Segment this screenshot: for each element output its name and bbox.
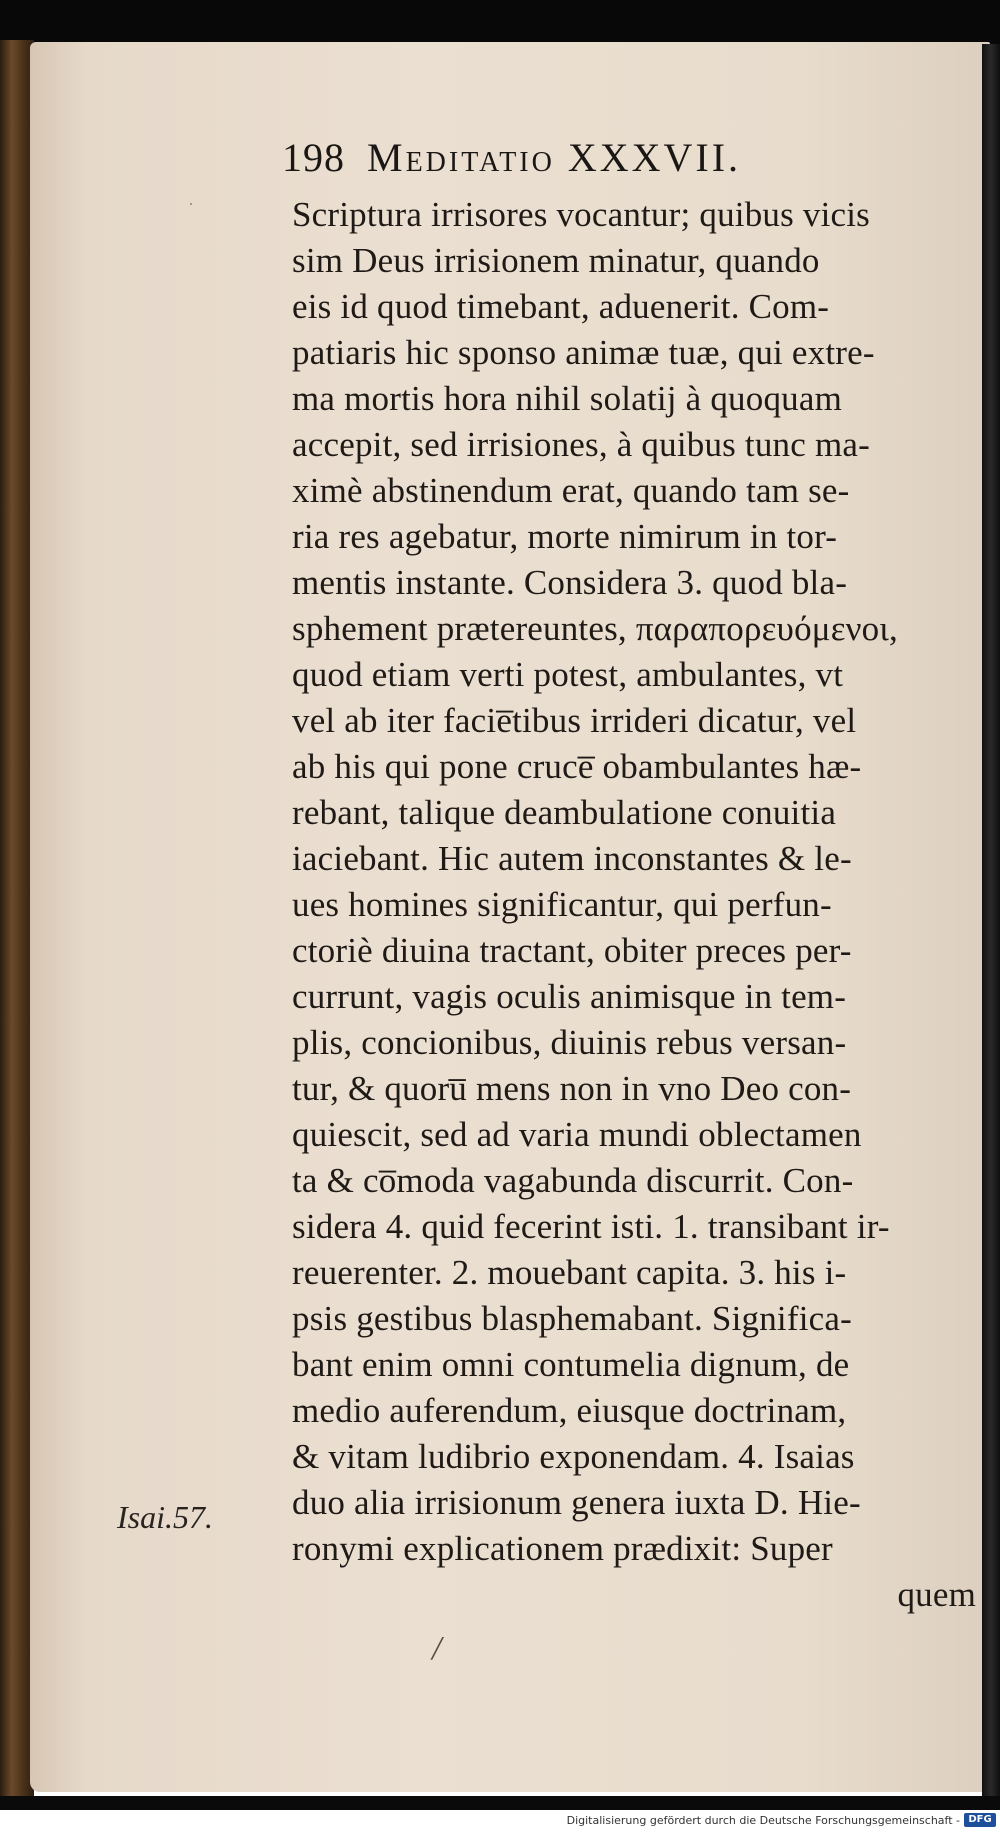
page-stack-edge xyxy=(982,44,1000,1799)
text-line: reuerenter. 2. mouebant capita. 3. his i- xyxy=(292,1253,847,1292)
text-line: ria res agebatur, morte nimirum in tor- xyxy=(292,517,838,556)
text-line: quod etiam verti potest, ambulantes, vt xyxy=(292,655,844,694)
book-binding-edge xyxy=(0,40,34,1800)
ink-mark: / xyxy=(432,1630,442,1667)
text-line: eis id quod timebant, aduenerit. Com- xyxy=(292,287,830,326)
margin-note-scripture-reference: Isai.57. xyxy=(117,1499,213,1535)
text-line: sim Deus irrisionem minatur, quando xyxy=(292,241,820,280)
funding-credit: Digitalisierung gefördert durch die Deutsche Forschungsgemeinschaft - xyxy=(566,1814,960,1827)
scan-bottom-border xyxy=(0,1796,1000,1810)
margin-mark-top: · xyxy=(188,194,194,214)
text-line: iaciebant. Hic autem inconstantes & le- xyxy=(292,839,852,878)
text-line: vel ab iter facie̅tibus irrideri dicatur, vel xyxy=(292,701,857,740)
text-line: Scriptura irrisores vocantur; quibus vicis xyxy=(292,195,871,234)
text-line: currunt, vagis oculis animisque in tem- xyxy=(292,977,847,1016)
text-line: accepit, sed irrisiones, à quibus tunc ma- xyxy=(292,425,870,464)
text-line: plis, concionibus, diuinis rebus versan- xyxy=(292,1023,847,1062)
header-title: Meditatio XXXVII. xyxy=(367,135,742,180)
text-line: ues homines significantur, qui perfun- xyxy=(292,885,832,924)
body-text xyxy=(292,192,982,1618)
text-line: ab his qui pone cruce̅ obambulantes hæ- xyxy=(292,747,862,786)
text-line: sphement prætereuntes, παραπορευόμενοι, xyxy=(292,609,898,648)
text-line: ctoriè diuina tractant, obiter preces per- xyxy=(292,931,852,970)
text-line: medio auferendum, eiusque doctrinam, xyxy=(292,1391,847,1430)
dfg-logo-icon: DFG xyxy=(964,1813,996,1827)
running-header xyxy=(282,134,741,181)
text-line: ximè abstinendum erat, quando tam se- xyxy=(292,471,850,510)
text-line: psis gestibus blasphemabant. Significa- xyxy=(292,1299,852,1338)
text-line: rebant, talique deambulatione conuitia xyxy=(292,793,837,832)
text-line: ronymi explicationem prædixit: Super xyxy=(292,1529,833,1568)
text-line: duo alia irrisionum genera iuxta D. Hie- xyxy=(292,1483,861,1522)
page-number: 198 xyxy=(282,135,345,180)
scan-top-border xyxy=(0,0,1000,48)
text-line: quiescit, sed ad varia mundi oblectamen xyxy=(292,1115,862,1154)
text-line: & vitam ludibrio exponendam. 4. Isaias xyxy=(292,1437,855,1476)
text-line: patiaris hic sponso animæ tuæ, qui extre- xyxy=(292,333,875,372)
text-line: mentis instante. Considera 3. quod bla- xyxy=(292,563,848,602)
text-line: bant enim omni contumelia dignum, de xyxy=(292,1345,850,1384)
text-line: sidera 4. quid fecerint isti. 1. transibant ir- xyxy=(292,1207,890,1246)
text-line: ta & co̅moda vagabunda discurrit. Con- xyxy=(292,1161,854,1200)
text-line: tur, & quoru̅ mens non in vno Deo con- xyxy=(292,1069,852,1108)
text-line: ma mortis hora nihil solatij à quoquam xyxy=(292,379,843,418)
catchword: quem xyxy=(897,1575,976,1614)
